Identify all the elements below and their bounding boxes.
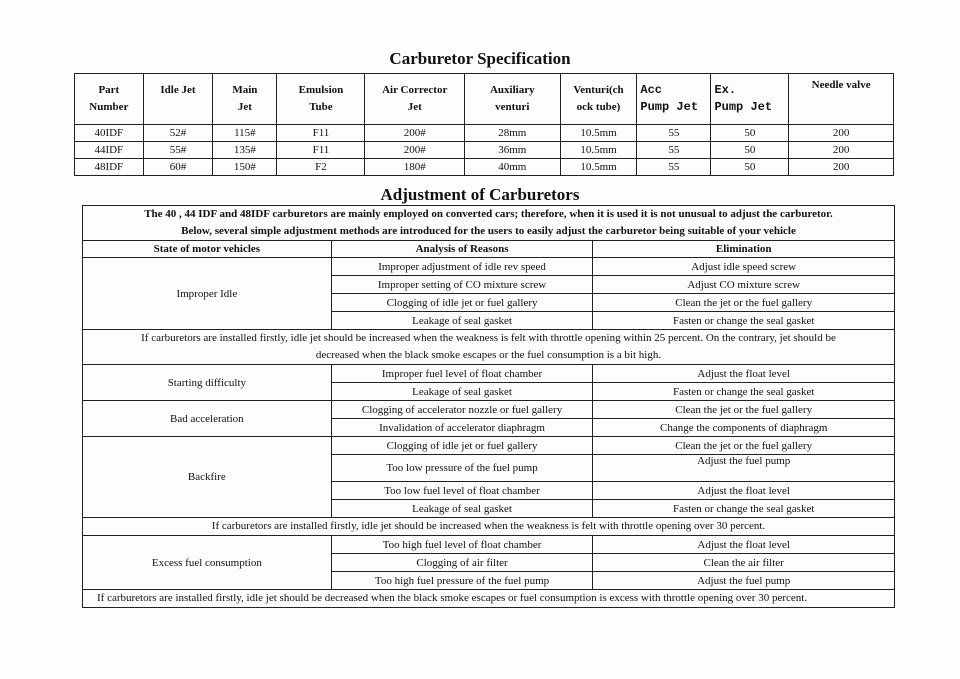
col-idle-jet: Idle Jet: [143, 74, 213, 125]
cell: 200: [789, 125, 894, 142]
reason-cell: Clogging of idle jet or fuel gallery: [331, 437, 593, 455]
cell: 40IDF: [75, 125, 144, 142]
spec-title: Carburetor Specification: [389, 49, 571, 68]
fix-cell: Change the components of diaphragm: [593, 419, 895, 437]
reason-cell: Improper fuel level of float chamber: [331, 365, 593, 383]
reason-cell: Leakage of seal gasket: [331, 383, 593, 401]
reason-cell: Clogging of accelerator nozzle or fuel gallery: [331, 401, 593, 419]
adjustment-title: Adjustment of Carburetors: [380, 185, 580, 204]
fix-cell: Adjust idle speed screw: [593, 258, 895, 276]
state-starting-difficulty: Starting difficulty: [83, 365, 332, 401]
cell: 200: [789, 159, 894, 176]
adjustment-header-row: [83, 241, 895, 258]
cell: 150#: [213, 159, 277, 176]
note-idle-jet-25: If carburetors are installed firstly, idle jet should be increased when the weakness is felt with throttle opening within 25 percent. On the contrary, jet should be decreased when the black smoke escapes or the fuel consumption is a bit high.: [83, 330, 895, 365]
reason-cell: Too low fuel level of float chamber: [331, 482, 593, 500]
table-row: [83, 365, 895, 383]
cell: 200: [789, 142, 894, 159]
cell: 52#: [143, 125, 213, 142]
fix-cell: Fasten or change the seal gasket: [593, 500, 895, 518]
fix-cell: Clean the jet or the fuel gallery: [593, 294, 895, 312]
fix-cell: Adjust the float level: [593, 482, 895, 500]
col-venturi: Venturi(ch ock tube): [560, 74, 637, 125]
col-emulsion-tube: Emulsion Tube: [277, 74, 365, 125]
cell: 50: [711, 142, 789, 159]
reason-cell: Improper adjustment of idle rev speed: [331, 258, 593, 276]
reason-cell: Leakage of seal gasket: [331, 312, 593, 330]
spec-row-40idf: [75, 125, 894, 142]
cell: 60#: [143, 159, 213, 176]
cell: 10.5mm: [560, 142, 637, 159]
cell: 48IDF: [75, 159, 144, 176]
cell: 55: [637, 142, 711, 159]
fix-cell: Adjust the float level: [593, 536, 895, 554]
spec-table: [74, 73, 894, 176]
reason-cell: Invalidation of accelerator diaphragm: [331, 419, 593, 437]
table-row: [83, 258, 895, 276]
fix-cell: Adjust the fuel pump: [593, 455, 895, 482]
cell: 55: [637, 125, 711, 142]
table-row: [83, 536, 895, 554]
col-part-number: Part Number: [75, 74, 144, 125]
cell: F11: [277, 142, 365, 159]
reason-cell: Clogging of air filter: [331, 554, 593, 572]
col-air-corrector: Air Corrector Jet: [365, 74, 465, 125]
cell: 200#: [365, 142, 465, 159]
col-needle-valve: Needle valve: [789, 74, 894, 125]
cell: 50: [711, 159, 789, 176]
cell: 28mm: [464, 125, 560, 142]
reason-cell: Too high fuel level of float chamber: [331, 536, 593, 554]
reason-cell: Leakage of seal gasket: [331, 500, 593, 518]
table-row: [83, 437, 895, 455]
note-idle-jet-30-increase: If carburetors are installed firstly, idle jet should be increased when the weakness is felt with throttle opening over 30 percent.: [83, 518, 895, 536]
cell: F2: [277, 159, 365, 176]
cell: 10.5mm: [560, 159, 637, 176]
state-backfire: Backfire: [83, 437, 332, 518]
cell: F11: [277, 125, 365, 142]
col-state: State of motor vehicles: [83, 241, 332, 258]
adjustment-table: [82, 205, 895, 608]
fix-cell: Adjust the fuel pump: [593, 572, 895, 590]
col-analysis: Analysis of Reasons: [331, 241, 593, 258]
fix-cell: Clean the jet or the fuel gallery: [593, 437, 895, 455]
spec-row-48idf: [75, 159, 894, 176]
state-excess-fuel: Excess fuel consumption: [83, 536, 332, 590]
col-ex-pump-jet: Ex. Pump Jet: [711, 74, 789, 125]
reason-cell: Clogging of idle jet or fuel gallery: [331, 294, 593, 312]
fix-cell: Adjust the float level: [593, 365, 895, 383]
col-acc-pump-jet: Acc Pump Jet: [637, 74, 711, 125]
cell: 55#: [143, 142, 213, 159]
cell: 36mm: [464, 142, 560, 159]
cell: 115#: [213, 125, 277, 142]
col-aux-venturi: Auxiliary venturi: [464, 74, 560, 125]
table-row: [83, 401, 895, 419]
fix-cell: Clean the air filter: [593, 554, 895, 572]
cell: 50: [711, 125, 789, 142]
spec-row-44idf: [75, 142, 894, 159]
cell: 135#: [213, 142, 277, 159]
state-bad-acceleration: Bad acceleration: [83, 401, 332, 437]
reason-cell: Too low pressure of the fuel pump: [331, 455, 593, 482]
cell: 40mm: [464, 159, 560, 176]
reason-cell: Too high fuel pressure of the fuel pump: [331, 572, 593, 590]
spec-header-row: [75, 74, 894, 125]
cell: 200#: [365, 125, 465, 142]
note-idle-jet-30-decrease: If carburetors are installed firstly, idle jet should be decreased when the black smoke escapes or fuel consumption is excess with throttle opening over 30 percent.: [83, 590, 895, 608]
col-main-jet: Main Jet: [213, 74, 277, 125]
cell: 55: [637, 159, 711, 176]
fix-cell: Fasten or change the seal gasket: [593, 312, 895, 330]
adjustment-intro: The 40 , 44 IDF and 48IDF carburetors are mainly employed on converted cars; therefore, when it is used it is not unusual to adjust the carburetor. Below, several simple adjustment methods are introduced for the users to easily adjust the carburetor being suitable of your vehicle: [83, 206, 895, 241]
fix-cell: Adjust CO mixture screw: [593, 276, 895, 294]
cell: 180#: [365, 159, 465, 176]
cell: 10.5mm: [560, 125, 637, 142]
fix-cell: Fasten or change the seal gasket: [593, 383, 895, 401]
col-elimination: Elimination: [593, 241, 895, 258]
state-improper-idle: Improper Idle: [83, 258, 332, 330]
fix-cell: Clean the jet or the fuel gallery: [593, 401, 895, 419]
reason-cell: Improper setting of CO mixture screw: [331, 276, 593, 294]
cell: 44IDF: [75, 142, 144, 159]
